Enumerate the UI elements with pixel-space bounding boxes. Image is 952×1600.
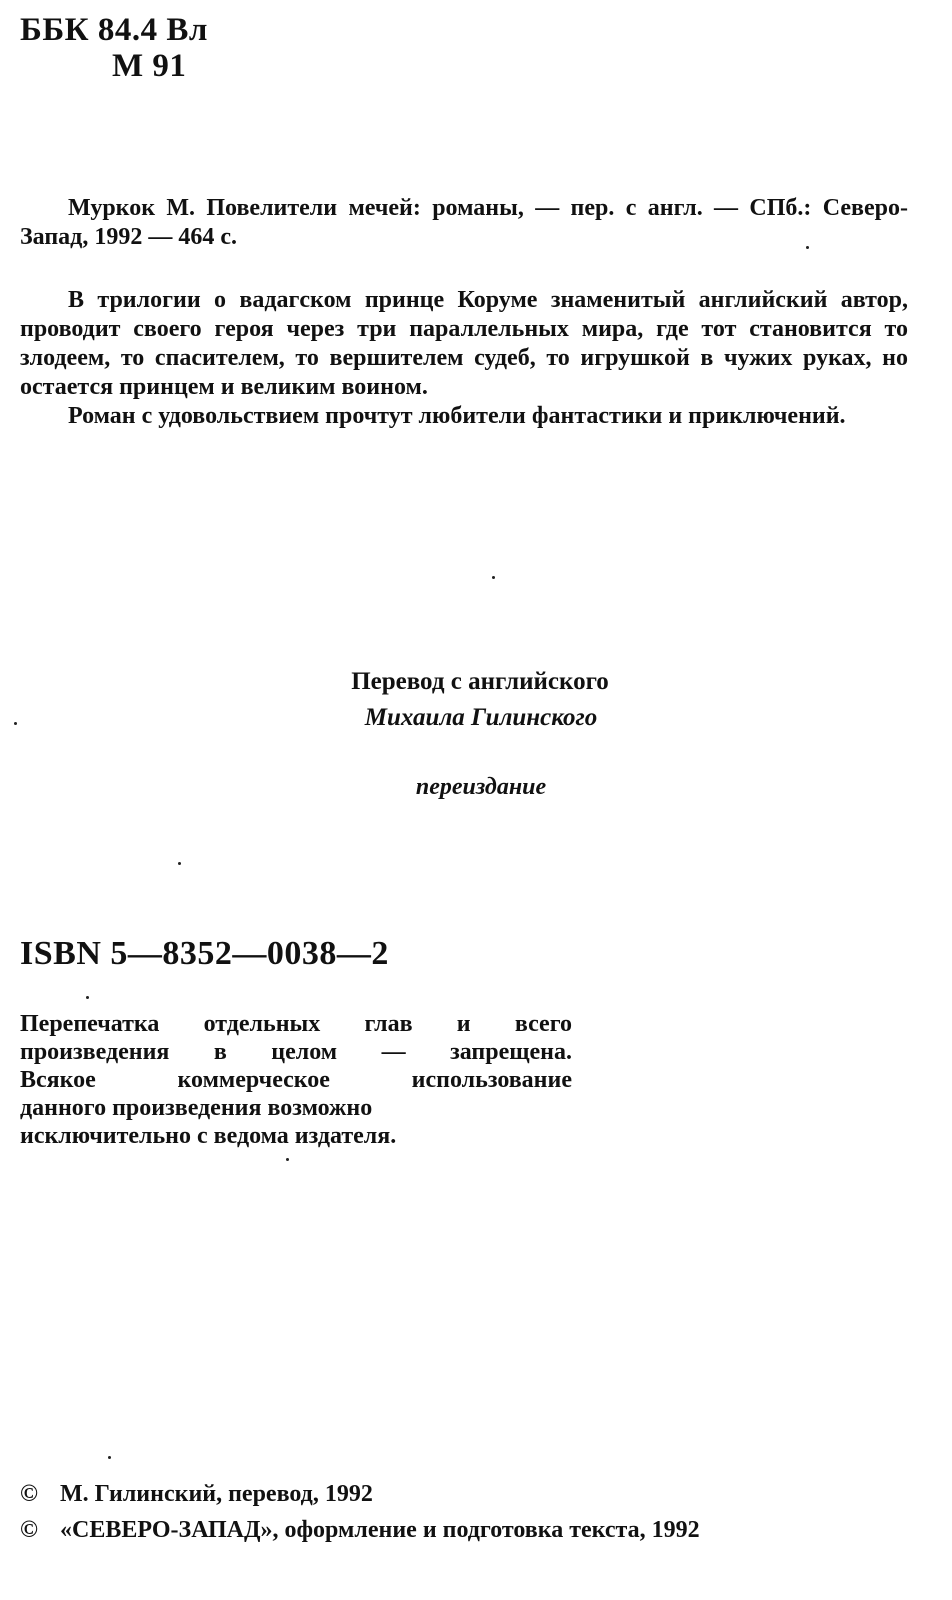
- scan-speck: [178, 862, 181, 865]
- scan-speck: [286, 1158, 289, 1161]
- bbk-classification: [20, 12, 208, 84]
- rights-notice-line: Перепечатка отдельных глав и всего: [20, 1011, 572, 1037]
- isbn: ISBN 5—8352—0038—2: [20, 935, 389, 972]
- copyright-line: [20, 1512, 700, 1548]
- scan-speck: [86, 996, 89, 999]
- annotation-paragraph: Роман с удовольствием прочтут любители фантастики и приключений.: [68, 403, 846, 429]
- translator-name: Михаила Гилинского: [364, 704, 598, 731]
- rights-notice-line: данного произведения возможно: [20, 1095, 373, 1121]
- author-mark: М 91: [112, 48, 187, 84]
- rights-notice: [20, 1010, 572, 1150]
- rights-notice-line: исключительно с ведома издателя.: [20, 1123, 397, 1149]
- copyright-text: М. Гилинский, перевод, 1992: [60, 1481, 373, 1507]
- copyright-line: [20, 1476, 700, 1512]
- bibliographic-record: Муркок М. Повелители мечей: романы, — пер. с англ. — СПб.: Северо-Запад, 1992 — 464 с.: [20, 195, 908, 250]
- copyright-text: «СЕВЕРО-ЗАПАД», оформление и подготовка текста, 1992: [60, 1517, 700, 1543]
- edition-note: переиздание: [415, 774, 547, 800]
- rights-notice-line: произведения в целом — запрещена.: [20, 1039, 572, 1065]
- bbk-code: ББК 84.4 Вл: [20, 12, 208, 48]
- translation-label: Перевод с английского: [351, 668, 609, 695]
- copyright-block: [20, 1476, 700, 1548]
- annotation: [20, 286, 908, 431]
- rights-notice-line: Всякое коммерческое использование: [20, 1067, 572, 1093]
- scan-speck: [14, 722, 17, 725]
- scan-speck: [108, 1456, 111, 1459]
- annotation-paragraph: В трилогии о вадагском принце Коруме знаменитый английский автор, проводит своего героя через три параллельных мира, где тот становится то злодеем, то спасителем, то вершителем судеб, то игрушкой в чужих руках, но остается принцем и великим воином.: [20, 287, 908, 400]
- copyright-icon: ©: [20, 1481, 38, 1507]
- translation-credit: [0, 664, 952, 736]
- scan-speck: [492, 576, 495, 579]
- copyright-icon: ©: [20, 1517, 38, 1543]
- scan-speck: [806, 246, 809, 249]
